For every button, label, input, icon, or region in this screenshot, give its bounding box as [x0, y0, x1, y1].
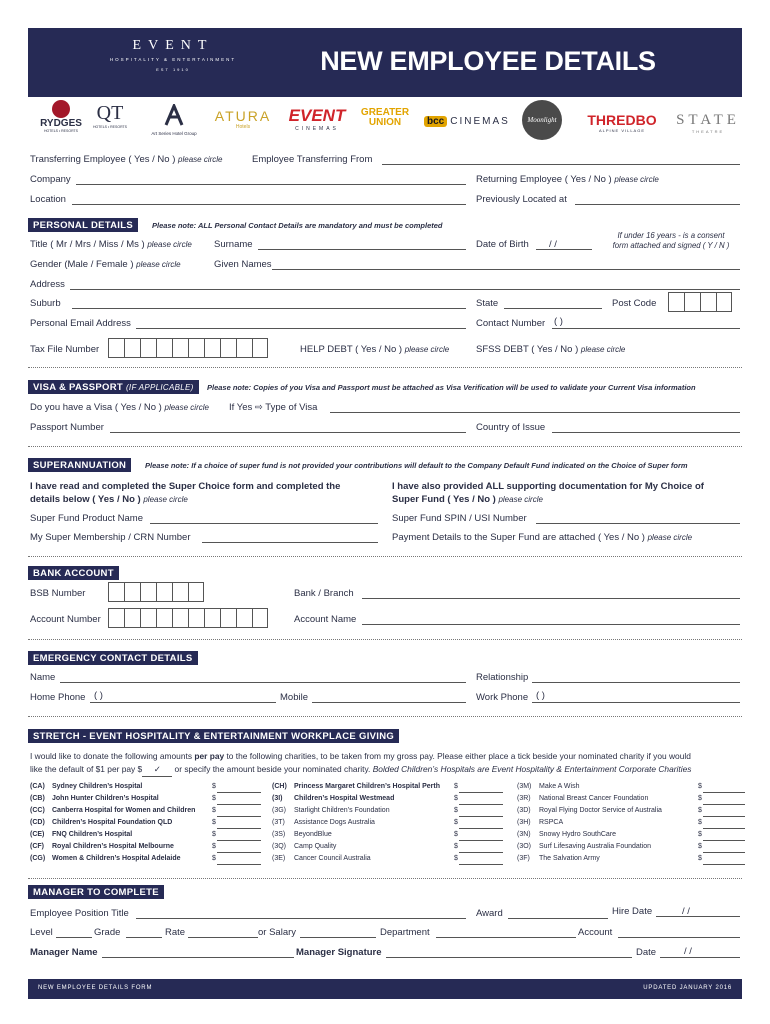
charity-name: Starlight Children’s Foundation — [294, 807, 390, 814]
charity-code: (3F) — [517, 855, 530, 862]
super-spin-label: Super Fund SPIN / USI Number — [392, 513, 527, 524]
divider — [28, 878, 742, 879]
charity-code: (3S) — [272, 831, 286, 838]
bcc-text: bcc — [424, 116, 447, 127]
rydges-text: RYDGES — [40, 118, 82, 129]
charity-name: National Breast Cancer Foundation — [539, 795, 649, 802]
account-name-field[interactable] — [362, 624, 740, 625]
date-field[interactable] — [660, 957, 740, 958]
suburb-label: Suburb — [30, 298, 61, 309]
charity-amount-symbol: $ — [698, 783, 702, 790]
sfss-debt-label: SFSS DEBT ( Yes / No ) please circle — [476, 344, 626, 355]
state-theatre-logo — [674, 112, 742, 134]
stretch-intro — [30, 750, 691, 777]
account-number-boxes[interactable] — [108, 608, 268, 628]
suburb-field[interactable] — [72, 308, 466, 309]
charity-amount-field[interactable] — [459, 852, 503, 853]
super-payment-label: Payment Details to the Super Fund are attached ( Yes / No ) please circle — [392, 532, 693, 543]
relationship-field[interactable] — [532, 682, 740, 683]
previously-located-field[interactable] — [575, 204, 740, 205]
company-label: Company — [30, 174, 71, 185]
charity-name: John Hunter Children’s Hospital — [52, 795, 159, 802]
super-docs-line-1: I have also provided ALL supporting documentation for My Choice of — [392, 481, 704, 492]
country-field[interactable] — [552, 432, 740, 433]
charity-code: (3I) — [272, 795, 283, 802]
level-label: Level — [30, 927, 53, 938]
thredbo-text: THREDBO — [587, 112, 657, 128]
charity-amount-field[interactable] — [459, 816, 503, 817]
consent-note-line-1: If under 16 years - is a consent — [617, 231, 725, 240]
charity-name: Princess Margaret Children’s Hospital Perth — [294, 783, 441, 790]
header-banner — [28, 28, 742, 97]
charity-amount-field[interactable] — [703, 852, 745, 853]
charity-code: (3O) — [517, 843, 531, 850]
charity-amount-symbol: $ — [698, 831, 702, 838]
previously-located-label: Previously Located at — [476, 194, 567, 205]
qt-text: QT — [96, 102, 124, 124]
atura-logo — [208, 108, 278, 130]
super-choice-line-1: I have read and completed the Super Choice form and completed the — [30, 481, 341, 492]
rate-field[interactable] — [188, 937, 258, 938]
contact-number-field[interactable] — [552, 328, 740, 329]
event-cinemas-sub: CINEMAS — [295, 126, 339, 132]
charity-amount-field[interactable] — [459, 840, 503, 841]
art-series-logo — [146, 104, 202, 136]
rydges-r-icon — [52, 100, 70, 118]
work-phone-label: Work Phone — [476, 692, 529, 703]
charity-code: (3M) — [517, 783, 532, 790]
charity-code: (CD) — [30, 819, 45, 826]
manager-signature-label: Manager Signature — [296, 947, 382, 958]
rydges-sub: HOTELS • RESORTS — [43, 129, 79, 133]
company-field[interactable] — [76, 184, 466, 185]
salary-label: or Salary — [258, 927, 297, 938]
emergency-contact-heading: EMERGENCY CONTACT DETAILS — [28, 651, 198, 665]
charity-code: (CC) — [30, 807, 45, 814]
transferring-from-field[interactable] — [382, 164, 740, 165]
charity-name: Camp Quality — [294, 843, 337, 850]
hire-date-separators: / / — [682, 906, 690, 917]
super-choice-line-2: details below ( Yes / No ) please circle — [30, 494, 188, 505]
address-field[interactable] — [70, 289, 740, 290]
logos-row — [28, 100, 742, 142]
type-of-visa-field[interactable] — [330, 412, 740, 413]
charity-amount-field[interactable] — [703, 840, 745, 841]
date-label: Date — [636, 947, 657, 958]
consent-note-line-2: form attached and signed ( Y / N ) — [612, 241, 730, 250]
art-series-text: Art Series Hotel Group — [151, 131, 197, 136]
charity-code: (3T) — [272, 819, 285, 826]
brand-established: EST 1910 — [156, 67, 190, 72]
award-label: Award — [476, 908, 503, 919]
charity-name: Assistance Dogs Australia — [294, 819, 375, 826]
atura-sub: Hotels — [235, 124, 251, 130]
charity-code: (3R) — [517, 795, 531, 802]
charity-code: (3H) — [517, 819, 531, 826]
tfn-label: Tax File Number — [30, 344, 100, 355]
charity-name: Snowy Hydro SouthCare — [539, 831, 617, 838]
greater-union-logo — [356, 108, 414, 128]
charity-name: Children’s Hospital Westmead — [294, 795, 395, 802]
stretch-intro-line-2: like the default of $1 per pay $ ✓ or specify the amount beside your nominated charity. Bolded Children’s Hospitals are Event Hospitality & Entertainment Corporate Charities — [30, 763, 691, 777]
hire-date-label: Hire Date — [612, 906, 653, 917]
home-phone-paren: ( ) — [94, 690, 103, 701]
charity-amount-symbol: $ — [698, 855, 702, 862]
charity-amount-field[interactable] — [703, 804, 745, 805]
greater-union-text: GREATER UNION — [360, 107, 410, 128]
charity-name: BeyondBlue — [294, 831, 332, 838]
event-cinemas-text: EVENT — [288, 106, 346, 125]
charity-amount-symbol: $ — [212, 819, 216, 826]
atura-text: ATURA — [214, 108, 272, 124]
default-tick-field[interactable]: ✓ — [142, 763, 172, 777]
gender-label: Gender (Male / Female ) please circle — [30, 259, 181, 270]
charity-amount-symbol: $ — [454, 819, 458, 826]
charity-amount-symbol: $ — [454, 795, 458, 802]
manager-name-field[interactable] — [102, 957, 294, 958]
qt-sub: HOTELS • RESORTS — [92, 125, 128, 129]
work-phone-paren: ( ) — [536, 690, 545, 701]
super-choice-question — [30, 480, 340, 506]
thredbo-logo — [574, 112, 670, 133]
emergency-name-field[interactable] — [60, 682, 466, 683]
account-number-label: Account Number — [30, 614, 101, 625]
bank-branch-label: Bank / Branch — [294, 588, 354, 599]
given-names-label: Given Names — [214, 259, 272, 270]
state-label: State — [476, 298, 499, 309]
home-phone-field[interactable] — [90, 702, 276, 703]
divider — [28, 446, 742, 447]
address-label: Address — [30, 279, 65, 290]
work-phone-field[interactable] — [532, 702, 740, 703]
bcc-sub: CINEMAS — [450, 116, 510, 127]
dob-field[interactable] — [536, 249, 592, 250]
super-docs-question — [392, 480, 704, 506]
charity-name: The Salvation Army — [539, 855, 600, 862]
personal-details-note: Please note: ALL Personal Contact Details are mandatory and must be completed — [152, 221, 443, 230]
charity-amount-field[interactable] — [459, 828, 503, 829]
divider — [28, 716, 742, 717]
charity-amount-field[interactable] — [459, 864, 503, 865]
title-label: Title ( Mr / Mrs / Miss / Ms ) please circle — [30, 239, 192, 250]
footer-bar — [28, 979, 742, 999]
transferring-employee-label: Transferring Employee ( Yes / No ) please circle — [30, 154, 223, 165]
charity-code: (CG) — [30, 855, 46, 862]
charity-amount-symbol: $ — [212, 831, 216, 838]
department-label: Department — [380, 927, 430, 938]
charity-amount-field[interactable] — [703, 864, 745, 865]
charity-amount-symbol: $ — [698, 807, 702, 814]
charity-amount-field[interactable] — [217, 840, 261, 841]
charity-amount-field[interactable] — [703, 816, 745, 817]
charity-amount-symbol: $ — [698, 843, 702, 850]
super-product-label: Super Fund Product Name — [30, 513, 144, 524]
charity-code: (CE) — [30, 831, 45, 838]
charity-code: (CB) — [30, 795, 45, 802]
postcode-label: Post Code — [612, 298, 657, 309]
account-field[interactable] — [618, 937, 740, 938]
charity-amount-symbol: $ — [454, 831, 458, 838]
mobile-field[interactable] — [312, 702, 466, 703]
footer-form-name: NEW EMPLOYEE DETAILS FORM — [38, 985, 153, 991]
super-product-field[interactable] — [150, 523, 378, 524]
grade-field[interactable] — [126, 937, 162, 938]
charity-name: Royal Children’s Hospital Melbourne — [52, 843, 174, 850]
dob-separators: / / — [549, 239, 557, 250]
charity-name: FNQ Children’s Hospital — [52, 831, 133, 838]
visa-heading: VISA & PASSPORT (IF APPLICABLE) — [28, 380, 199, 394]
tfn-boxes[interactable] — [108, 338, 268, 358]
charity-amount-symbol: $ — [212, 783, 216, 790]
consent-note — [600, 231, 742, 251]
brand-subtitle: HOSPITALITY & ENTERTAINMENT — [109, 57, 237, 62]
department-field[interactable] — [436, 937, 576, 938]
returning-employee-label: Returning Employee ( Yes / No ) please circle — [476, 174, 659, 185]
postcode-boxes[interactable] — [668, 292, 732, 312]
charity-amount-symbol: $ — [454, 855, 458, 862]
position-title-label: Employee Position Title — [30, 908, 129, 919]
passport-field[interactable] — [110, 432, 466, 433]
passport-label: Passport Number — [30, 422, 104, 433]
charity-amount-field[interactable] — [703, 828, 745, 829]
charity-name: Children’s Hospital Foundation QLD — [52, 819, 173, 826]
charity-amount-field[interactable] — [217, 852, 261, 853]
state-sub: THEATRE — [691, 129, 725, 134]
email-label: Personal Email Address — [30, 318, 131, 329]
position-title-field[interactable] — [136, 918, 466, 919]
charity-name: Royal Flying Doctor Service of Australia — [539, 807, 662, 814]
divider — [28, 556, 742, 557]
moonlight-logo: Moonlight — [522, 100, 562, 140]
art-series-a-icon — [164, 104, 184, 126]
event-brand-logo — [108, 38, 238, 72]
hire-date-field[interactable] — [656, 916, 740, 917]
contact-number-paren: ( ) — [554, 316, 563, 327]
super-docs-line-2: Super Fund ( Yes / No ) please circle — [392, 494, 543, 505]
charity-amount-field[interactable] — [703, 792, 745, 793]
location-field[interactable] — [72, 204, 466, 205]
manager-name-label: Manager Name — [30, 947, 98, 958]
rydges-logo — [36, 100, 86, 133]
state-field[interactable] — [504, 308, 602, 309]
charity-amount-field[interactable] — [459, 804, 503, 805]
footer-updated: UPDATED JANUARY 2016 — [643, 985, 732, 991]
personal-details-heading: PERSONAL DETAILS — [28, 218, 138, 232]
charity-name: Women & Children’s Hospital Adelaide — [52, 855, 181, 862]
charity-amount-field[interactable] — [217, 804, 261, 805]
surname-field[interactable] — [258, 249, 466, 250]
brand-name: EVENT — [132, 38, 214, 53]
charity-name: Cancer Council Australia — [294, 855, 371, 862]
charity-amount-field[interactable] — [217, 828, 261, 829]
type-of-visa-label: If Yes ⇨ Type of Visa — [229, 402, 318, 413]
country-label: Country of Issue — [476, 422, 546, 433]
level-field[interactable] — [56, 937, 92, 938]
stretch-heading: STRETCH - EVENT HOSPITALITY & ENTERTAINMENT WORKPLACE GIVING — [28, 729, 399, 743]
help-debt-label: HELP DEBT ( Yes / No ) please circle — [300, 344, 450, 355]
event-cinemas-logo — [286, 106, 348, 132]
mobile-label: Mobile — [280, 692, 308, 703]
email-field[interactable] — [136, 328, 466, 329]
charity-code: (3G) — [272, 807, 286, 814]
divider — [28, 639, 742, 640]
surname-label: Surname — [214, 239, 253, 250]
divider — [28, 367, 742, 368]
contact-number-label: Contact Number — [476, 318, 546, 329]
account-label: Account — [578, 927, 613, 938]
bank-account-heading: BANK ACCOUNT — [28, 566, 119, 580]
charity-code: (CF) — [30, 843, 44, 850]
bank-branch-field[interactable] — [362, 598, 740, 599]
charity-amount-symbol: $ — [212, 843, 216, 850]
charity-name: Sydney Children’s Hospital — [52, 783, 143, 790]
bsb-label: BSB Number — [30, 588, 86, 599]
state-text: STATE — [676, 112, 740, 128]
charity-amount-symbol: $ — [698, 819, 702, 826]
charity-code: (CA) — [30, 783, 45, 790]
given-names-field[interactable] — [272, 269, 740, 270]
location-label: Location — [30, 194, 66, 205]
super-membership-label: My Super Membership / CRN Number — [30, 532, 191, 543]
super-spin-field[interactable] — [536, 523, 740, 524]
rate-label: Rate — [165, 927, 186, 938]
dob-label: Date of Birth — [476, 239, 529, 250]
have-visa-label: Do you have a Visa ( Yes / No ) please circle — [30, 402, 209, 413]
qt-logo — [90, 102, 130, 129]
charity-amount-symbol: $ — [454, 843, 458, 850]
home-phone-label: Home Phone — [30, 692, 86, 703]
charity-amount-field[interactable] — [459, 792, 503, 793]
charity-amount-field[interactable] — [217, 792, 261, 793]
super-note: Please note: If a choice of super fund is not provided your contributions will default to the Company Default Fund indicated on the Choice of Super form — [145, 461, 688, 470]
super-membership-field[interactable] — [202, 542, 378, 543]
account-name-label: Account Name — [294, 614, 357, 625]
charity-amount-symbol: $ — [454, 807, 458, 814]
date-separators: / / — [684, 946, 692, 957]
charity-name: Surf Lifesaving Australia Foundation — [539, 843, 652, 850]
grade-label: Grade — [94, 927, 121, 938]
award-field[interactable] — [508, 918, 608, 919]
charity-amount-symbol: $ — [212, 795, 216, 802]
bsb-boxes[interactable] — [108, 582, 204, 602]
charity-amount-symbol: $ — [212, 855, 216, 862]
stretch-intro-line-1: I would like to donate the following amounts per pay to the following charities, to be taken from my gross pay. Please either place a tick beside your nominated charity if you would — [30, 751, 691, 761]
superannuation-heading: SUPERANNUATION — [28, 458, 131, 472]
page-title: NEW EMPLOYEE DETAILS — [320, 46, 656, 76]
emergency-name-label: Name — [30, 672, 56, 683]
transferring-from-label: Employee Transferring From — [252, 154, 373, 165]
charity-amount-field[interactable] — [217, 816, 261, 817]
manager-heading: MANAGER TO COMPLETE — [28, 885, 164, 899]
manager-signature-field[interactable] — [386, 957, 632, 958]
charity-code: (3D) — [517, 807, 531, 814]
charity-code: (CH) — [272, 783, 287, 790]
charity-code: (3E) — [272, 855, 286, 862]
charity-amount-symbol: $ — [454, 783, 458, 790]
visa-note: Please note: Copies of you Visa and Passport must be attached as Visa Verification will be used to validate your Current Visa information — [207, 383, 696, 392]
charity-amount-field[interactable] — [217, 864, 261, 865]
relationship-label: Relationship — [476, 672, 529, 683]
charity-amount-symbol: $ — [698, 795, 702, 802]
charity-name: RSPCA — [539, 819, 564, 826]
charity-name: Make A Wish — [539, 783, 580, 790]
charity-code: (3Q) — [272, 843, 286, 850]
bcc-cinemas-logo — [424, 116, 514, 127]
charity-code: (3N) — [517, 831, 531, 838]
charity-amount-symbol: $ — [212, 807, 216, 814]
salary-field[interactable] — [300, 937, 376, 938]
thredbo-sub: ALPINE VILLAGE — [598, 128, 645, 133]
charity-name: Canberra Hospital for Women and Children — [52, 807, 196, 814]
